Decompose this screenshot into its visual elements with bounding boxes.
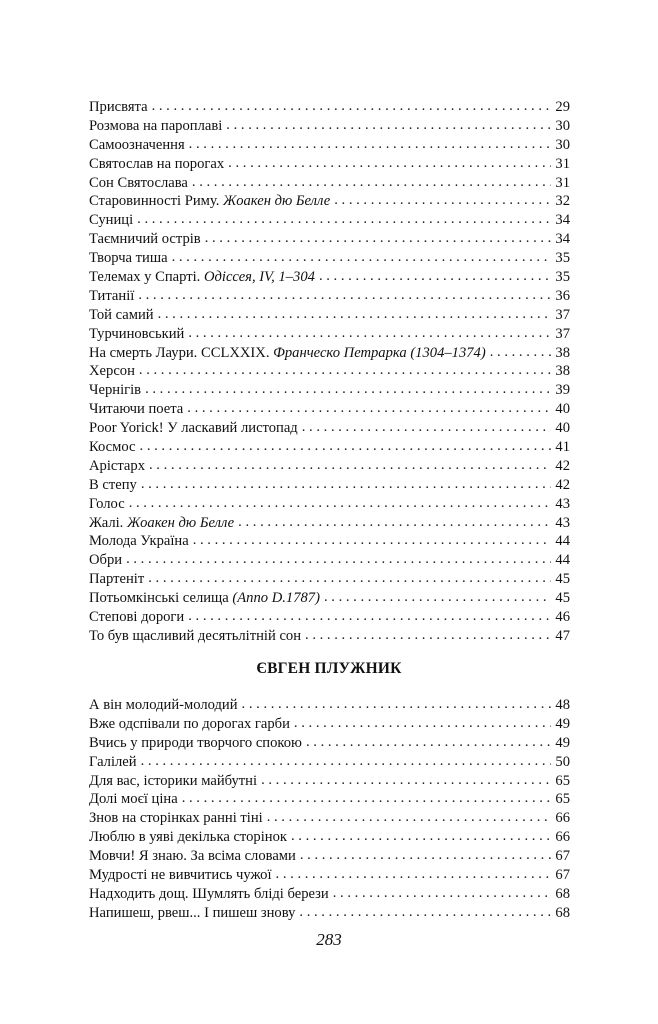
toc-entry-title (89, 155, 224, 174)
dot-leader (205, 229, 551, 248)
toc-entry-page: 35 (555, 250, 570, 267)
toc-entry (89, 249, 570, 268)
toc-entry-title-text: Сон Святослава (89, 174, 188, 191)
toc-entry-page: 35 (555, 269, 570, 286)
toc-entry (89, 734, 570, 753)
dot-leader (145, 380, 551, 399)
toc-entry-page: 42 (555, 476, 570, 493)
toc-entry-title (89, 136, 185, 155)
toc-entry (89, 495, 570, 514)
dot-leader (141, 475, 551, 494)
toc-entry-title-text: Розмова на пароплаві (89, 117, 223, 134)
toc-entry-title-text: Турчиновський (89, 325, 185, 342)
toc-entry-page: 45 (555, 571, 570, 588)
toc-entry-page: 43 (555, 514, 570, 531)
toc-entry (89, 570, 570, 589)
toc-entry-title-text: Титанії (89, 287, 135, 304)
toc-entry-title-text: Самоозначення (89, 136, 185, 153)
toc-entry-title (89, 809, 263, 828)
toc-entry (89, 438, 570, 457)
toc-entry-title (89, 589, 320, 608)
toc-entry-page: 68 (555, 904, 570, 921)
toc-entry (89, 287, 570, 306)
toc-entry-title (89, 117, 222, 136)
toc-entry-title (89, 847, 296, 866)
toc-entry-title (89, 344, 486, 363)
toc-entry-title-text: Долі моєї ціна (89, 791, 178, 808)
table-of-contents-part-2 (89, 696, 570, 923)
toc-entry-title (89, 790, 178, 809)
toc-entry-page: 67 (555, 867, 570, 884)
toc-entry-page: 42 (555, 457, 570, 474)
dot-leader (152, 97, 551, 116)
toc-entry-author: Жоакен дю Белле (223, 193, 331, 210)
toc-entry-page: 44 (555, 552, 570, 569)
toc-entry-author: Одіссея, IV, 1–304 (203, 269, 315, 286)
toc-entry (89, 627, 570, 646)
dot-leader (158, 305, 551, 324)
toc-entry-title-text: Мудрості не вивчитись чужої (89, 867, 272, 884)
dot-leader (228, 154, 551, 173)
toc-entry (89, 828, 570, 847)
toc-entry-page: 49 (555, 715, 570, 732)
toc-entry (89, 136, 570, 155)
toc-entry-title-text: Херсон (89, 363, 135, 380)
toc-entry-title-text: Старовинності Риму. (89, 193, 224, 210)
toc-entry-page: 41 (555, 439, 570, 456)
toc-entry-title-text: Творча тиша (89, 250, 168, 267)
dot-leader (291, 827, 551, 846)
toc-entry-page: 29 (555, 99, 570, 115)
toc-entry-title (89, 174, 188, 193)
dot-leader (182, 789, 551, 808)
toc-entry-title (89, 753, 137, 772)
toc-entry (89, 866, 570, 885)
toc-entry-title (89, 532, 189, 551)
toc-entry-title (89, 608, 184, 627)
toc-entry-page: 39 (555, 382, 570, 399)
toc-entry-page: 32 (555, 193, 570, 210)
toc-entry-title-text: Телемах у Спарті. (89, 269, 204, 286)
toc-entry-title (89, 325, 184, 344)
toc-entry (89, 514, 570, 533)
toc-entry-title (89, 514, 234, 533)
toc-entry-author: Жоакен дю Белле (126, 514, 235, 531)
toc-entry-title-text: В степу (89, 476, 137, 493)
toc-entry (89, 400, 570, 419)
toc-entry-page: 43 (555, 495, 570, 512)
toc-entry-title-text: Poor Yorick! У ласкавий листопад (89, 420, 298, 437)
toc-entry-title (89, 230, 201, 249)
dot-leader (187, 399, 551, 418)
toc-entry-title (89, 438, 136, 457)
toc-entry-title-text: Напишеш, рвеш... І пишеш знову (89, 904, 296, 921)
dot-leader (129, 494, 551, 513)
toc-entry (89, 344, 570, 363)
toc-entry-title (89, 772, 257, 791)
toc-entry-title-text: На смерть Лаури. CCLXXIX. (89, 344, 274, 361)
toc-entry (89, 155, 570, 174)
toc-entry (89, 362, 570, 381)
dot-leader (148, 569, 551, 588)
toc-entry-title (89, 192, 330, 211)
toc-entry (89, 325, 570, 344)
dot-leader (126, 550, 551, 569)
toc-entry-page: 65 (555, 791, 570, 808)
toc-entry-title (89, 381, 141, 400)
toc-entry-title (89, 828, 287, 847)
section-heading: ЄВГЕН ПЛУЖНИК (256, 660, 402, 677)
toc-entry-title-text: Арістарх (89, 457, 145, 474)
toc-entry-title (89, 904, 295, 923)
dot-leader (192, 173, 551, 192)
toc-entry-title-text: Люблю в уяві декілька сторінок (89, 829, 287, 846)
dot-leader (319, 267, 551, 286)
toc-entry-title-text: Той самий (89, 306, 154, 323)
dot-leader (188, 324, 551, 343)
toc-entry-title-text: Обри (89, 552, 123, 569)
toc-entry-title (89, 419, 298, 438)
toc-entry (89, 98, 570, 117)
toc-entry (89, 381, 570, 400)
toc-entry-title-text: Партеніт (89, 571, 145, 588)
toc-entry-page: 37 (555, 306, 570, 323)
toc-entry (89, 809, 570, 828)
toc-entry-page: 31 (555, 155, 570, 172)
toc-entry-title (89, 211, 133, 230)
dot-leader (238, 513, 551, 532)
toc-entry-title-text: Жалі. (89, 514, 127, 531)
toc-entry-page: 67 (555, 848, 570, 865)
dot-leader (137, 210, 551, 229)
toc-entry (89, 268, 570, 287)
page-number: 283 (316, 930, 342, 949)
toc-entry-author: (Anno D.1787) (232, 590, 320, 607)
toc-entry-title-text: Чернігів (89, 382, 142, 399)
toc-entry-title-text: То був щасливий десятьлітній сон (89, 627, 302, 644)
toc-entry-title (89, 627, 301, 646)
toc-entry-title-text: Присвята (89, 99, 148, 115)
dot-leader (149, 456, 551, 475)
toc-entry-title (89, 400, 183, 419)
toc-entry (89, 715, 570, 734)
toc-entry (89, 230, 570, 249)
toc-entry-title (89, 885, 329, 904)
dot-leader (306, 733, 551, 752)
toc-entry-title (89, 249, 168, 268)
dot-leader (302, 418, 551, 437)
toc-entry (89, 174, 570, 193)
dot-leader (188, 607, 551, 626)
toc-entry-page: 30 (555, 136, 570, 153)
toc-entry-title-text: Знов на сторінках ранні тіні (89, 810, 263, 827)
toc-entry (89, 608, 570, 627)
toc-entry (89, 904, 570, 923)
toc-entry-title (89, 476, 137, 495)
toc-entry-page: 65 (555, 772, 570, 789)
toc-entry-page: 37 (555, 325, 570, 342)
dot-leader (334, 191, 551, 210)
toc-entry-page: 66 (555, 810, 570, 827)
toc-entry-title (89, 98, 148, 117)
toc-entry-title-text: Святослав на порогах (89, 155, 225, 172)
toc-entry-page: 48 (555, 697, 570, 713)
toc-entry-title-text: Вчись у природи творчого спокою (89, 734, 302, 751)
dot-leader (261, 771, 551, 790)
dot-leader (226, 116, 551, 135)
toc-entry-title (89, 362, 135, 381)
toc-entry (89, 696, 570, 715)
toc-entry-title (89, 457, 145, 476)
toc-entry (89, 589, 570, 608)
dot-leader (305, 626, 551, 645)
dot-leader (490, 343, 551, 362)
toc-entry-title-text: Мовчи! Я знаю. За всіма словами (89, 848, 296, 865)
dot-leader (294, 714, 551, 733)
toc-entry-title (89, 306, 154, 325)
toc-entry (89, 772, 570, 791)
dot-leader (139, 361, 551, 380)
toc-entry (89, 457, 570, 476)
toc-entry-title (89, 551, 122, 570)
toc-entry (89, 211, 570, 230)
toc-entry (89, 419, 570, 438)
toc-entry-page: 38 (555, 363, 570, 380)
toc-entry-title-text: Космос (89, 439, 136, 456)
toc-entry-page: 30 (555, 117, 570, 134)
toc-entry-title (89, 287, 134, 306)
toc-entry-page: 34 (555, 212, 570, 229)
toc-entry-title (89, 570, 144, 589)
dot-leader (242, 695, 551, 714)
dot-leader (193, 531, 551, 550)
toc-entry-page: 50 (555, 753, 570, 770)
dot-leader (140, 437, 551, 456)
toc-entry (89, 885, 570, 904)
dot-leader (300, 846, 551, 865)
dot-leader (299, 903, 551, 922)
toc-entry-page: 36 (555, 287, 570, 304)
toc-entry (89, 790, 570, 809)
toc-entry (89, 117, 570, 136)
toc-entry-page: 49 (555, 734, 570, 751)
toc-entry-title (89, 734, 302, 753)
toc-entry-author: Франческо Петрарка (1304–1374) (273, 344, 486, 361)
toc-entry-page: 31 (555, 174, 570, 191)
table-of-contents-part-1 (89, 98, 570, 646)
toc-entry-title-text: Вже одспівали по дорогах гарби (89, 715, 290, 732)
toc-entry-title-text: Надходить дощ. Шумлять бліді берези (89, 885, 329, 902)
toc-entry (89, 847, 570, 866)
toc-entry-page: 40 (555, 401, 570, 418)
dot-leader (333, 884, 551, 903)
toc-entry-title-text: Суниці (89, 212, 134, 229)
toc-entry-title (89, 495, 125, 514)
toc-entry-page: 38 (555, 344, 570, 361)
toc-entry-page: 45 (555, 590, 570, 607)
toc-entry-title-text: Читаючи поета (89, 401, 184, 418)
toc-entry (89, 476, 570, 495)
dot-leader (138, 286, 551, 305)
toc-entry-title-text: Голос (89, 495, 125, 512)
toc-entry-page: 40 (555, 420, 570, 437)
toc-entry-title-text: Молода Україна (89, 533, 189, 550)
toc-entry-title-text: Для вас, історики майбутні (89, 772, 258, 789)
dot-leader (276, 865, 551, 884)
toc-entry (89, 551, 570, 570)
toc-entry-page: 46 (555, 609, 570, 626)
toc-entry-page: 66 (555, 829, 570, 846)
toc-entry-page: 44 (555, 533, 570, 550)
toc-entry-title-text: Галілей (89, 753, 137, 770)
toc-entry (89, 753, 570, 772)
dot-leader (324, 588, 551, 607)
dot-leader (141, 752, 551, 771)
toc-entry-title (89, 268, 315, 287)
toc-entry (89, 192, 570, 211)
toc-entry-page: 68 (555, 885, 570, 902)
toc-entry-title-text: Потьомкінські селища (89, 590, 233, 607)
toc-entry-title (89, 696, 238, 715)
dot-leader (267, 808, 551, 827)
toc-entry-page: 34 (555, 231, 570, 248)
toc-entry-title (89, 866, 272, 885)
toc-entry (89, 532, 570, 551)
toc-entry-title-text: Таємничий острів (89, 231, 201, 248)
dot-leader (172, 248, 551, 267)
toc-entry (89, 306, 570, 325)
toc-entry-title (89, 715, 290, 734)
dot-leader (189, 135, 551, 154)
toc-entry-title-text: Степові дороги (89, 609, 185, 626)
toc-entry-title-text: А він молодий-молодий (89, 697, 238, 713)
toc-entry-page: 47 (555, 627, 570, 644)
